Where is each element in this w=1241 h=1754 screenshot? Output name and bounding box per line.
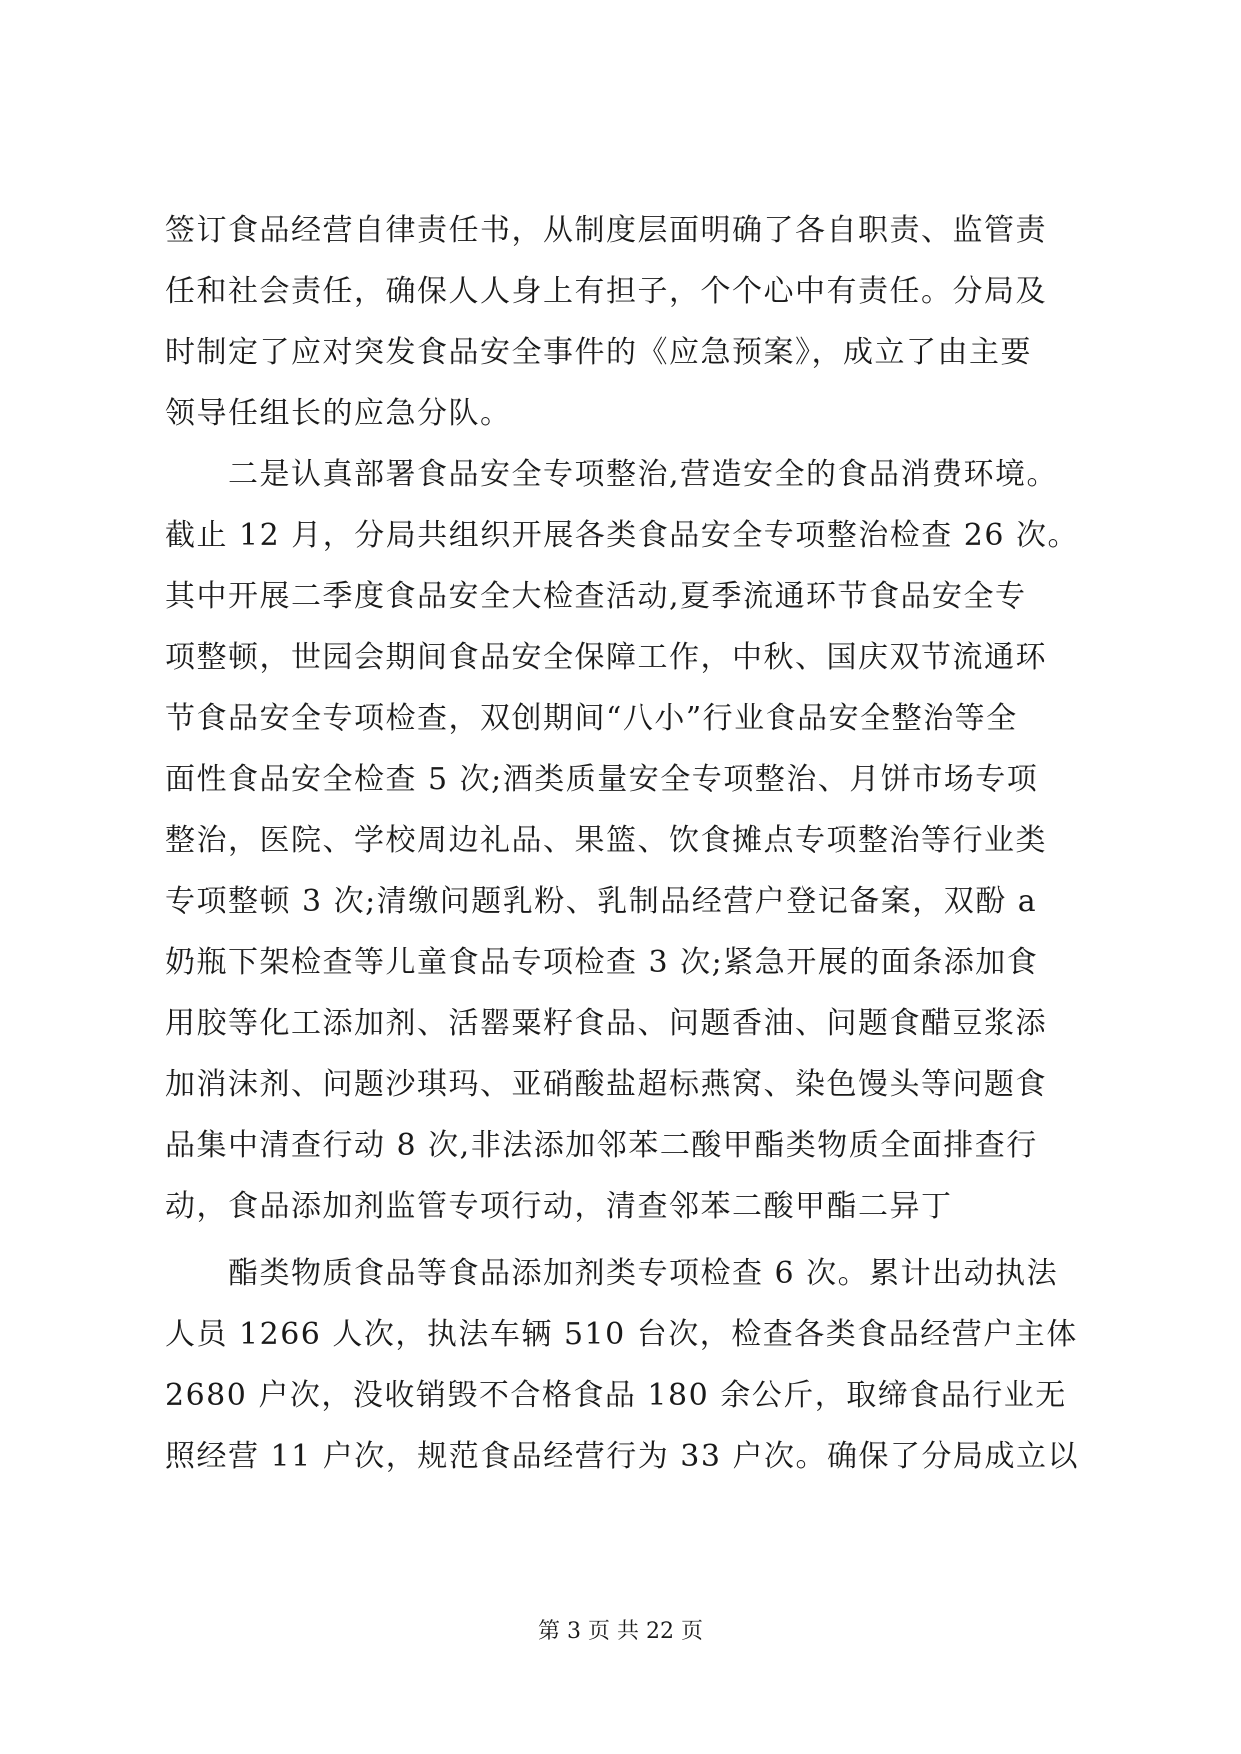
body-text-line: 2680 户次，没收销毁不合格食品 180 余公斤，取缔食品行业无 — [165, 1378, 1067, 1413]
body-text-line: 项整顿，世园会期间食品安全保障工作，中秋、国庆双节流通环 — [165, 640, 1047, 675]
body-text-line: 用胶等化工添加剂、活罂粟籽食品、问题香油、问题食醋豆浆添 — [165, 1006, 1047, 1041]
body-text-line: 其中开展二季度食品安全大检查活动,夏季流通环节食品安全专 — [165, 579, 1027, 614]
body-text-line: 酯类物质食品等食品添加剂类专项检查 6 次。累计出动执法 — [228, 1256, 1059, 1291]
body-text-line: 人员 1266 人次，执法车辆 510 台次，检查各类食品经营户主体 — [165, 1317, 1078, 1352]
body-text-line: 签订食品经营自律责任书，从制度层面明确了各自职责、监管责 — [165, 213, 1047, 248]
body-text-line: 照经营 11 户次，规范食品经营行为 33 户次。确保了分局成立以 — [165, 1439, 1079, 1474]
body-text-line: 整治，医院、学校周边礼品、果篮、饮食摊点专项整治等行业类 — [165, 823, 1047, 858]
body-text-line: 截止 12 月，分局共组织开展各类食品安全专项整治检查 26 次。 — [165, 518, 1079, 553]
body-text-line: 品集中清查行动 8 次,非法添加邻苯二酸甲酯类物质全面排查行 — [165, 1128, 1038, 1163]
body-text-line: 加消沫剂、问题沙琪玛、亚硝酸盐超标燕窝、染色馒头等问题食 — [165, 1067, 1047, 1102]
body-text-line: 节食品安全专项检查，双创期间“八小”行业食品安全整治等全 — [165, 701, 1018, 736]
body-text-line: 专项整顿 3 次;清缴问题乳粉、乳制品经营户登记备案，双酚 a — [165, 884, 1038, 919]
body-text-line: 领导任组长的应急分队。 — [165, 396, 512, 431]
body-text-line: 二是认真部署食品安全专项整治,营造安全的食品消费环境。 — [228, 457, 1059, 492]
body-text-line: 时制定了应对突发食品安全事件的《应急预案》，成立了由主要 — [165, 335, 1032, 370]
body-text-line: 面性食品安全检查 5 次;酒类质量安全专项整治、月饼市场专项 — [165, 762, 1039, 797]
body-text-line: 奶瓶下架检查等儿童食品专项检查 3 次;紧急开展的面条添加食 — [165, 945, 1039, 980]
body-text-line: 动，食品添加剂监管专项行动，清查邻苯二酸甲酯二异丁 — [165, 1189, 953, 1224]
body-text-line: 任和社会责任，确保人人身上有担子，个个心中有责任。分局及 — [165, 274, 1047, 309]
page-number-footer: 第 3 页 共 22 页 — [538, 1619, 703, 1644]
